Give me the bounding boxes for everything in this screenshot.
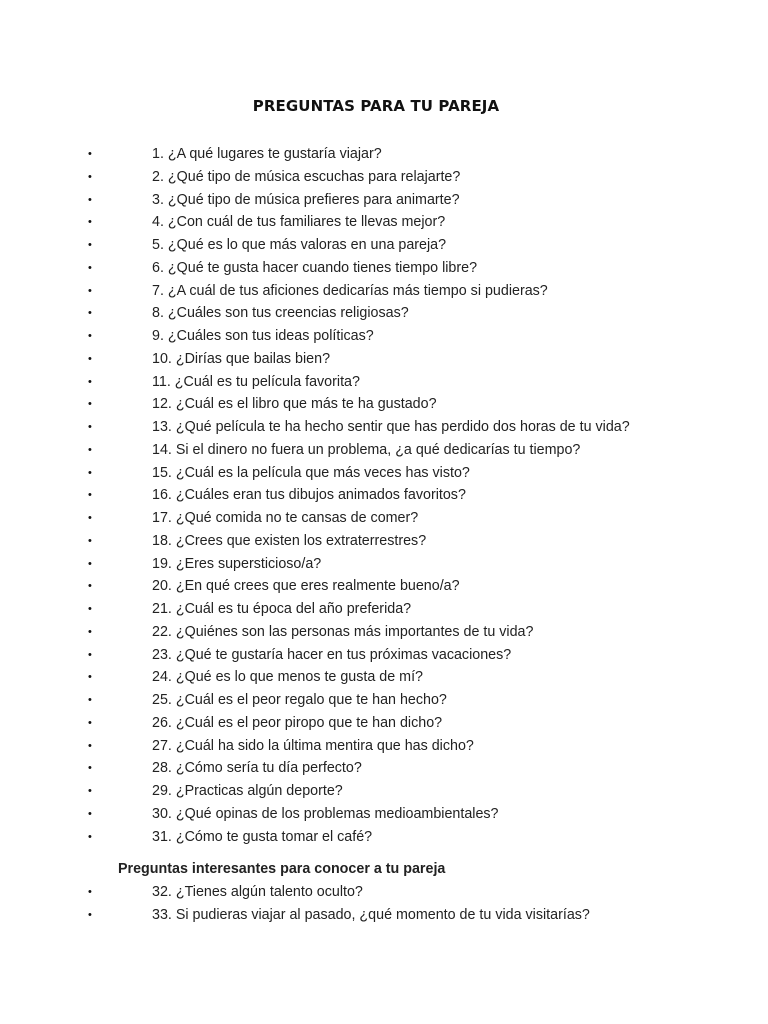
question-text: 28. ¿Cómo sería tu día perfecto? <box>152 760 362 777</box>
question-text: 6. ¿Qué te gusta hacer cuando tienes tiempo libre? <box>152 259 478 276</box>
question-text: 31. ¿Cómo te gusta tomar el café? <box>152 828 373 845</box>
section-subheading: Preguntas interesantes para conocer a tu pareja <box>118 861 446 877</box>
bullet-icon: • <box>88 421 92 433</box>
list-item <box>0 689 768 712</box>
question-text: 11. ¿Cuál es tu película favorita? <box>152 373 360 390</box>
question-text: 18. ¿Crees que existen los extraterrestres? <box>152 532 427 549</box>
bullet-icon: • <box>88 330 92 342</box>
question-list <box>0 143 768 848</box>
bullet-icon: • <box>88 807 92 820</box>
bullet-icon: • <box>88 512 92 524</box>
question-text: 10. ¿Dirías que bailas bien? <box>152 350 331 367</box>
list-item <box>0 826 768 849</box>
question-text: 16. ¿Cuáles eran tus dibujos animados favoritos? <box>152 487 466 504</box>
bullet-icon: • <box>88 148 92 160</box>
question-text: 22. ¿Quiénes son las personas más importantes de tu vida? <box>152 623 534 640</box>
question-text: 17. ¿Qué comida no te cansas de comer? <box>152 510 419 526</box>
bullet-icon: • <box>88 648 92 661</box>
list-item <box>0 462 768 485</box>
page-title: PREGUNTAS PARA TU PAREJA <box>252 97 500 115</box>
question-text: 5. ¿Qué es lo que más valoras en una pareja? <box>152 237 447 253</box>
list-item <box>0 234 768 257</box>
list-item <box>0 621 768 644</box>
bullet-icon: • <box>88 886 92 898</box>
question-text: 1. ¿A qué lugares te gustaría viajar? <box>152 146 382 162</box>
bullet-icon: • <box>88 398 92 411</box>
question-text: 25. ¿Cuál es el peor regalo que te han hecho? <box>152 692 447 708</box>
bullet-icon: • <box>88 443 92 456</box>
list-item <box>0 371 768 394</box>
list-item <box>0 712 768 735</box>
list-item <box>0 881 768 904</box>
question-text: 26. ¿Cuál es el peor piropo que te han dicho? <box>152 714 443 731</box>
question-text: 15. ¿Cuál es la película que más veces has visto? <box>152 464 470 481</box>
list-item <box>0 280 768 303</box>
question-text: 3. ¿Qué tipo de música prefieres para animarte? <box>152 191 460 208</box>
bullet-icon: • <box>88 716 92 729</box>
question-text: 7. ¿A cuál de tus aficiones dedicarías más tiempo si pudieras? <box>152 282 548 299</box>
list-item <box>0 325 768 348</box>
question-text: 33. Si pudieras viajar al pasado, ¿qué momento de tu vida visitarías? <box>152 906 590 923</box>
question-text: 2. ¿Qué tipo de música escuchas para relajarte? <box>152 168 461 185</box>
list-item <box>0 257 768 280</box>
list-item <box>0 553 768 576</box>
bullet-icon: • <box>88 534 92 547</box>
list-item <box>0 166 768 189</box>
list-item <box>0 598 768 621</box>
bullet-icon: • <box>88 239 92 251</box>
question-text: 20. ¿En qué crees que eres realmente bueno/a? <box>152 578 460 595</box>
list-item <box>0 439 768 462</box>
question-text: 32. ¿Tienes algún talento oculto? <box>152 884 363 900</box>
bullet-icon: • <box>88 785 92 797</box>
list-item <box>0 348 768 371</box>
list-item <box>0 211 768 234</box>
bullet-icon: • <box>88 216 92 229</box>
bullet-icon: • <box>88 739 92 752</box>
bullet-icon: • <box>88 489 92 502</box>
list-item <box>0 735 768 758</box>
question-text: 29. ¿Practicas algún deporte? <box>152 783 343 799</box>
list-item <box>0 780 768 803</box>
list-item <box>0 189 768 212</box>
list-item <box>0 393 768 416</box>
question-text: 30. ¿Qué opinas de los problemas medioambientales? <box>152 805 499 822</box>
bullet-icon: • <box>88 625 92 638</box>
bullet-icon: • <box>88 603 92 615</box>
bullet-icon: • <box>88 307 92 320</box>
question-text: 9. ¿Cuáles son tus ideas políticas? <box>152 328 374 344</box>
question-text: 8. ¿Cuáles son tus creencias religiosas? <box>152 305 409 322</box>
question-text: 12. ¿Cuál es el libro que más te ha gustado? <box>152 396 437 413</box>
question-text: 21. ¿Cuál es tu época del año preferida? <box>152 601 412 617</box>
bullet-icon: • <box>88 193 92 206</box>
bullet-icon: • <box>88 762 92 775</box>
question-list-interesting <box>0 881 768 927</box>
list-item <box>0 530 768 553</box>
bullet-icon: • <box>88 908 92 921</box>
bullet-icon: • <box>88 466 92 479</box>
question-text: 27. ¿Cuál ha sido la última mentira que has dicho? <box>152 737 474 754</box>
list-item <box>0 143 768 166</box>
bullet-icon: • <box>88 694 92 706</box>
bullet-icon: • <box>88 557 92 570</box>
list-item <box>0 666 768 689</box>
bullet-icon: • <box>88 375 92 388</box>
bullet-icon: • <box>88 671 92 684</box>
question-text: 23. ¿Qué te gustaría hacer en tus próximas vacaciones? <box>152 646 512 663</box>
bullet-icon: • <box>88 580 92 593</box>
question-text: 4. ¿Con cuál de tus familiares te llevas mejor? <box>152 214 446 231</box>
bullet-icon: • <box>88 261 92 274</box>
question-text: 13. ¿Qué película te ha hecho sentir que has perdido dos horas de tu vida? <box>152 419 630 435</box>
list-item <box>0 302 768 325</box>
question-text: 19. ¿Eres supersticioso/a? <box>152 555 322 572</box>
list-item <box>0 575 768 598</box>
question-text: 14. Si el dinero no fuera un problema, ¿a qué dedicarías tu tiempo? <box>152 441 581 458</box>
list-item <box>0 803 768 826</box>
list-item <box>0 507 768 530</box>
bullet-icon: • <box>88 352 92 365</box>
question-text: 24. ¿Qué es lo que menos te gusta de mí? <box>152 669 424 686</box>
bullet-icon: • <box>88 170 92 183</box>
list-item <box>0 416 768 439</box>
bullet-icon: • <box>88 284 92 297</box>
bullet-icon: • <box>88 830 92 843</box>
list-item <box>0 904 768 927</box>
list-item <box>0 484 768 507</box>
list-item <box>0 644 768 667</box>
list-item <box>0 757 768 780</box>
